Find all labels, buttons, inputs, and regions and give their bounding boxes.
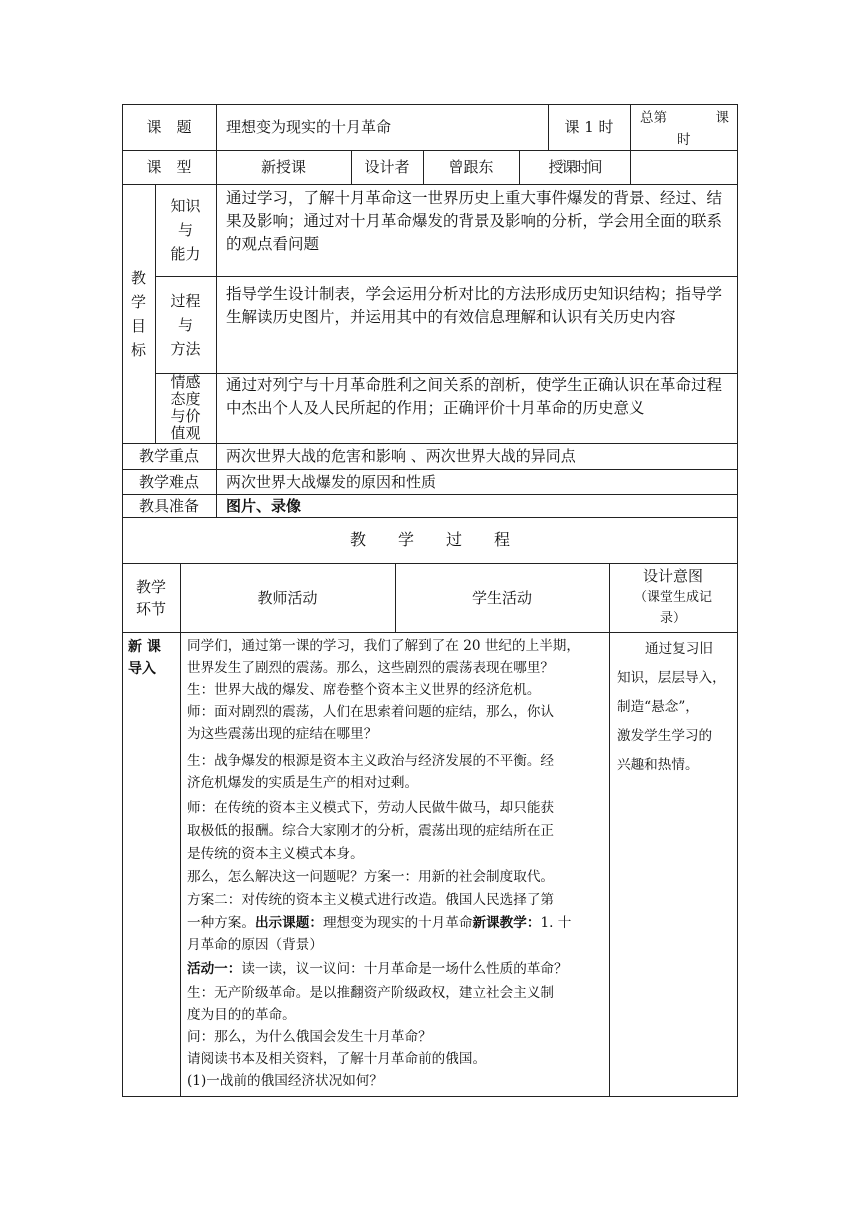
total-unit-hour: 时 xyxy=(677,132,691,148)
intent-line: 制造“悬念”， xyxy=(617,699,699,715)
process-line: 世界发生了剧烈的震荡。那么，这些剧烈的震荡表现在哪里？ xyxy=(187,660,555,676)
intent-line: 激发学生学习的 xyxy=(617,728,713,744)
stage-column-header xyxy=(122,563,180,632)
process-line: 为这些震荡出现的症结在哪里？ xyxy=(187,726,378,742)
process-line: 问：那么，为什么俄国会发生十月革命？ xyxy=(187,1029,432,1045)
process-line: 生：世界大战的爆发、席卷整个资本主义世界的经济危机。 xyxy=(187,682,541,698)
objective-label-line: 态度 xyxy=(170,390,201,408)
intent-column-header xyxy=(609,563,737,632)
topic-value: 理想变为现实的十月革命 xyxy=(226,118,392,136)
process-line: 生：战争爆发的根源是资本主义政治与经济发展的不平衡。经 xyxy=(187,753,555,769)
intent-header-line: （课堂生成记 xyxy=(633,590,712,605)
table-rule xyxy=(609,563,610,1096)
objective-process-label xyxy=(155,276,216,373)
student-column-header: 学生活动 xyxy=(471,588,532,607)
objective-knowledge-text: 通过学习，了解十月革命这一世界历史上重大事件爆发的背景、经过、结果及影响；通过对十月革命爆发的背景及影响的分析，学会用全面的联系的观点看问题 xyxy=(226,189,723,253)
process-line: 生：无产阶级革命。是以推翻资产阶级政权，建立社会主义制 xyxy=(187,985,555,1001)
total-label: 总第 xyxy=(640,110,667,126)
total-lessons-cell xyxy=(630,104,737,150)
process-line: 月革命的原因（背景） xyxy=(187,937,323,953)
process-line: 同学们，通过第一课的学习，我们了解到了在 20 世纪的上半期， xyxy=(187,638,580,654)
objective-label-line: 与价 xyxy=(170,407,201,425)
process-line: 请阅读书本及相关资料，了解十月革命前的俄国。 xyxy=(187,1051,487,1067)
materials-text: 图片、录像 xyxy=(226,496,302,515)
table-rule xyxy=(155,276,738,277)
objective-label-line: 方法 xyxy=(170,339,201,358)
new-lesson-label: 新课教学： xyxy=(472,915,541,931)
total-unit-lesson: 课 xyxy=(715,110,729,126)
type-label: 课 型 xyxy=(146,158,192,176)
time-value xyxy=(630,150,737,184)
table-border-bottom xyxy=(122,1096,738,1097)
process-line: 是传统的资本主义模式本身。 xyxy=(187,846,364,862)
topic-label: 课 题 xyxy=(146,118,192,136)
process-text: 读一读，议一议问：十月革命是一场什么性质的革命？ xyxy=(241,961,568,977)
time-label: 授课时间 xyxy=(548,158,601,176)
show-topic-label: 出示课题： xyxy=(254,915,323,931)
process-text: 1. 十 xyxy=(540,915,572,931)
objective-emotion-text: 通过对列宁与十月革命胜利之间关系的剖析，使学生正确认识在革命过程中杰出个人及人民所起的作用；正确评价十月革命的历史意义 xyxy=(226,376,723,417)
type-value: 新授课 xyxy=(260,158,306,176)
stage-header-line: 环节 xyxy=(135,599,166,618)
table-rule xyxy=(122,632,738,633)
difficulties-label: 教学难点 xyxy=(138,472,199,491)
objectives-label-char: 教 xyxy=(130,268,146,287)
intent-header-line: 录） xyxy=(659,611,686,626)
process-line: 师：面对剧烈的震荡，人们在思索着问题的症结，那么，你认 xyxy=(187,704,555,720)
objective-process-text: 指导学生设计制表，学会运用分析对比的方法形成历史知识结构；指导学生解读历史图片，并运用其中的有效信息理解和认识有关历史内容 xyxy=(226,285,723,326)
activity-one-label: 活动一： xyxy=(187,961,242,977)
stage-label xyxy=(128,636,178,680)
objective-label-line: 与 xyxy=(177,221,193,239)
teacher-column-header: 教师活动 xyxy=(257,588,318,607)
process-line-mixed xyxy=(187,958,607,980)
process-line: (1)一战前的俄国经济状况如何？ xyxy=(187,1073,383,1089)
objectives-label-char: 标 xyxy=(130,340,146,359)
stage-label-line: 导入 xyxy=(128,661,156,677)
objective-emotion-label xyxy=(155,373,216,443)
objectives-label xyxy=(122,184,155,443)
objective-label-line: 能力 xyxy=(170,245,201,263)
materials-label: 教具准备 xyxy=(138,496,199,515)
key-points-text: 两次世界大战的危害和影响 、两次世界大战的异同点 xyxy=(226,447,576,465)
table-border-right xyxy=(737,104,738,1096)
process-line-mixed xyxy=(187,912,607,934)
key-points-label: 教学重点 xyxy=(138,447,199,465)
intent-line: 通过复习旧 xyxy=(645,641,713,657)
lesson-count: 课 1 时 xyxy=(564,118,614,136)
objectives-label-char: 学 xyxy=(130,292,146,311)
process-line: 取极低的报酬。综合大家刚才的分析，震荡出现的症结所在正 xyxy=(187,823,555,839)
stage-label-line: 新 课 xyxy=(128,639,161,655)
process-line: 那么，怎么解决这一问题呢？方案一：用新的社会制度取代。 xyxy=(187,869,555,885)
process-line: 方案二：对传统的资本主义模式进行改造。俄国人民选择了第 xyxy=(187,892,555,908)
process-text: 一种方案。 xyxy=(187,915,255,931)
objective-label-line: 过程 xyxy=(170,291,201,310)
table-rule xyxy=(180,563,181,1096)
intent-line: 兴趣和热情。 xyxy=(617,757,699,773)
intent-line: 知识，层层导入， xyxy=(617,670,726,686)
process-line: 济危机爆发的实质是生产的相对过剩。 xyxy=(187,775,419,791)
process-line: 师：在传统的资本主义模式下，劳动人民做牛做马，却只能获 xyxy=(187,800,555,816)
objective-label-line: 值观 xyxy=(170,424,201,442)
designer-label: 设计者 xyxy=(364,158,410,176)
stage-header-line: 教学 xyxy=(135,577,166,596)
objective-label-line: 知识 xyxy=(170,197,201,215)
process-title: 教 学 过 程 xyxy=(349,530,510,549)
difficulties-text: 两次世界大战爆发的原因和性质 xyxy=(226,472,437,491)
objectives-label-char: 目 xyxy=(130,316,146,335)
objective-knowledge-label xyxy=(155,184,216,276)
topic-title: 理想变为现实的十月革命 xyxy=(322,915,473,931)
process-line: 度为目的的革命。 xyxy=(187,1007,296,1023)
table-rule xyxy=(216,184,217,517)
designer-value: 曾跟东 xyxy=(448,158,494,176)
objective-label-line: 情感 xyxy=(170,373,201,391)
intent-header-line: 设计意图 xyxy=(642,567,703,585)
objective-label-line: 与 xyxy=(177,315,193,334)
